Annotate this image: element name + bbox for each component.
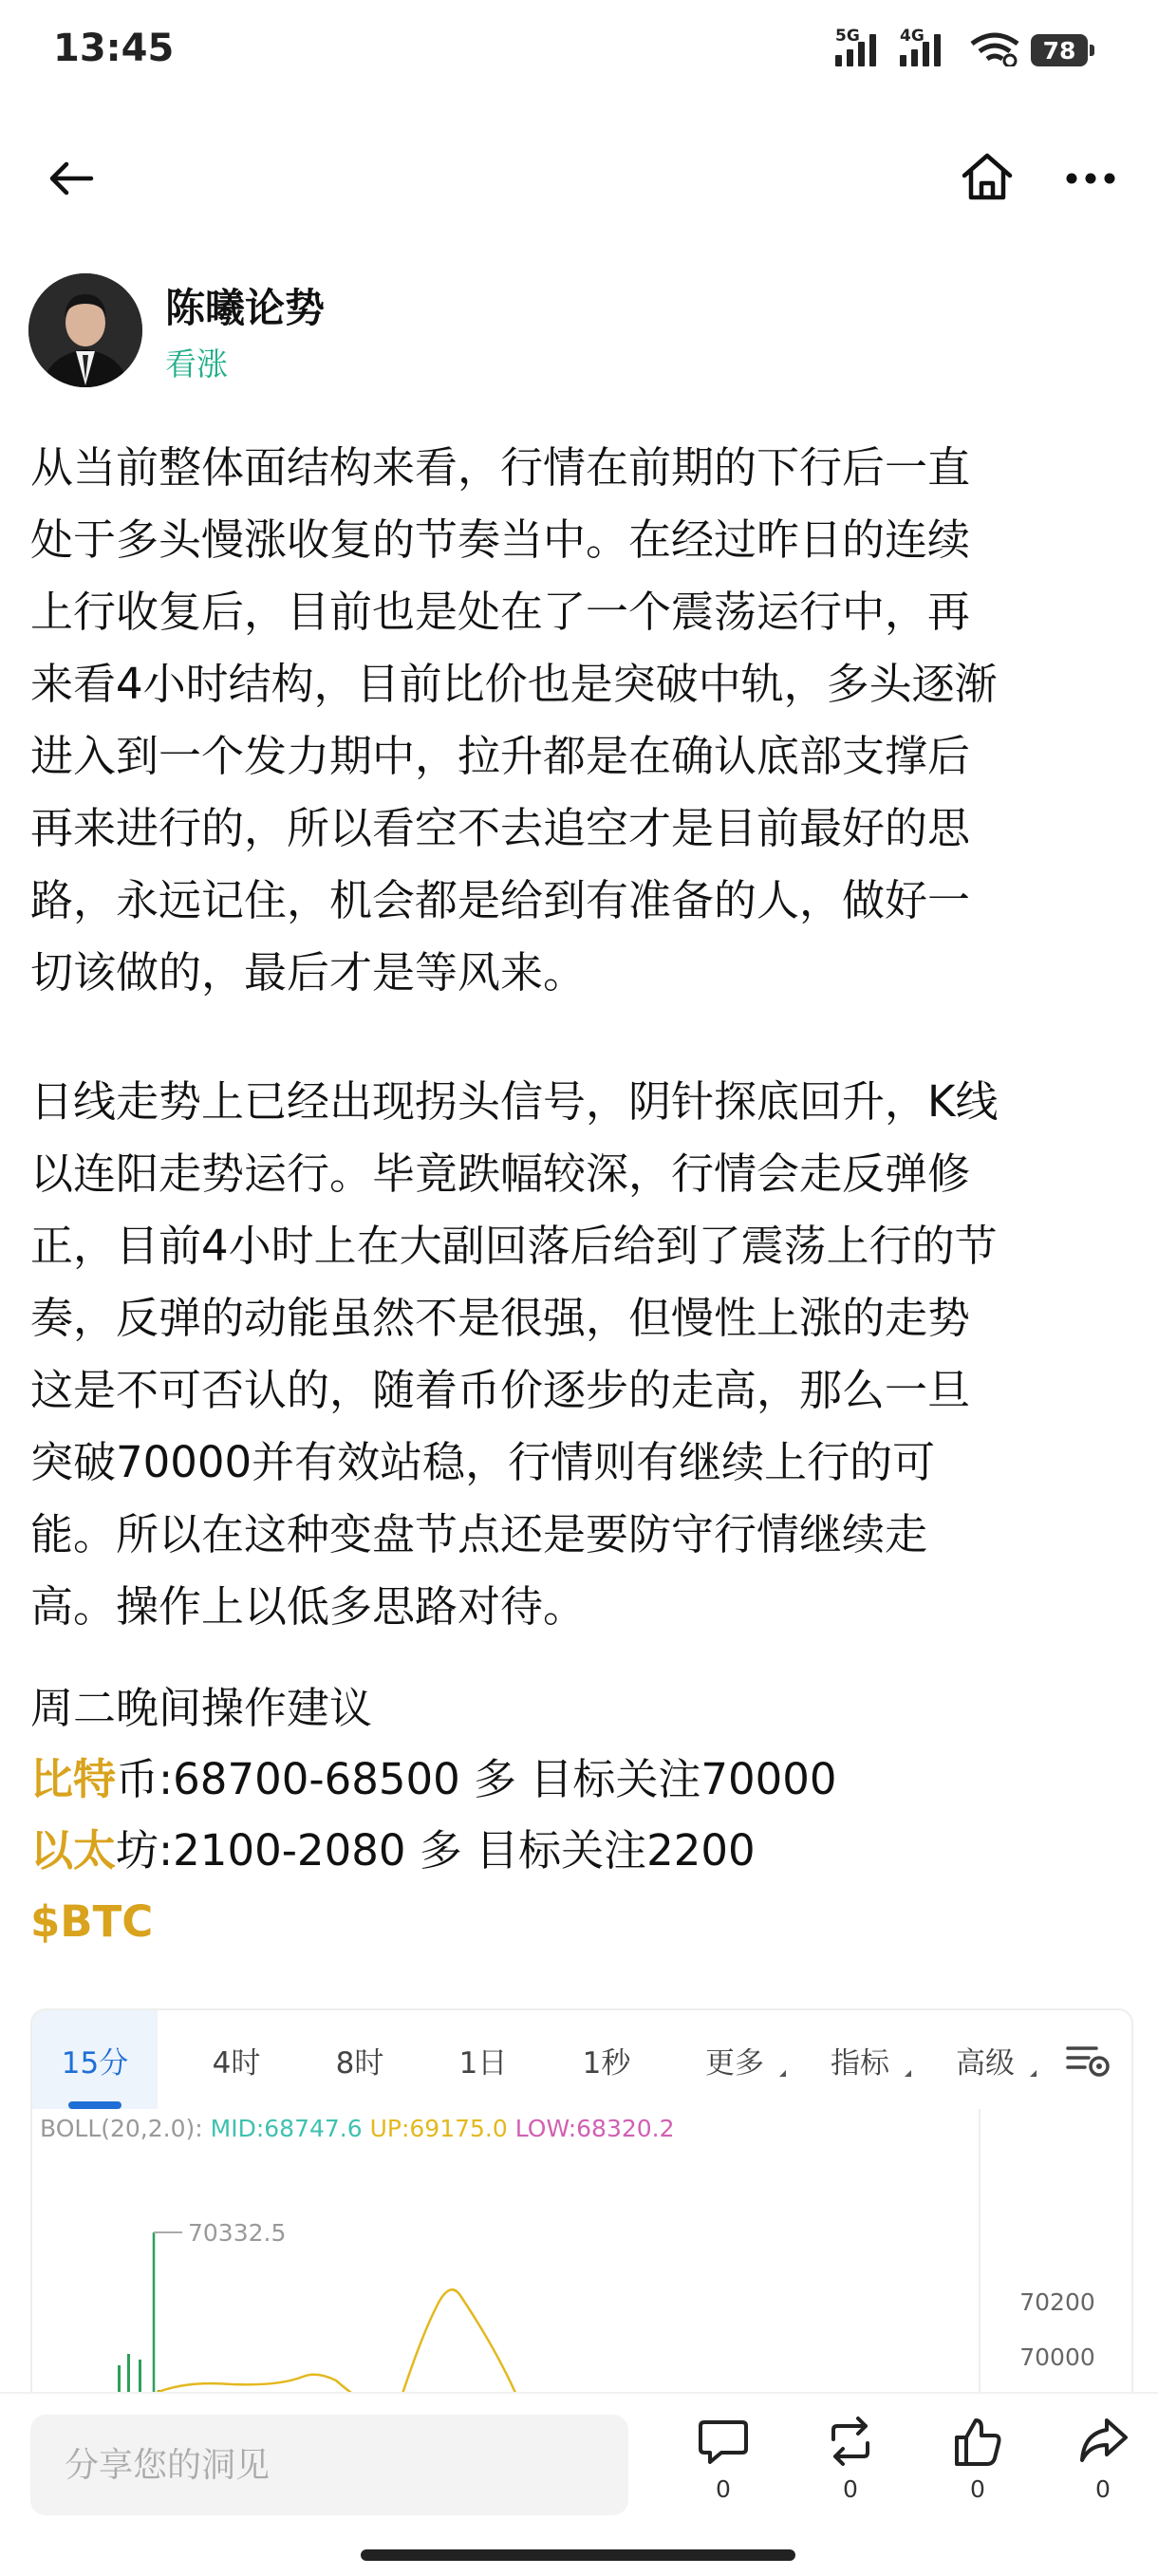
price-axis-label: 70200 [1019,2288,1095,2316]
high-marker-label: 70332.5 [188,2219,287,2247]
author-name[interactable]: 陈曦论势 [165,285,326,331]
signal-4g-icon: 4G [900,30,941,66]
paragraph-2: 日线走势上已经出现拐头信号，阴针探底回升，K线 以连阳走势运行。毕竟跌幅较深，行情会走反弹修 正，目前4小时上在大副回落后给到了震荡上行的节 奏，反弹的动能虽然不是很强，但慢性上涨的走势 这是不可否认的，随着币价逐步的走高，那么一旦 突破70000并有效站稳，行情则有继续上行的可 能。所以在这种变盘节点还是要防守行情继续走 高。操作上以低多思路对待。 [30,1076,999,1632]
battery-indicator: 78 [1031,34,1088,66]
tab-4h[interactable]: 4时 [212,2045,261,2081]
trade-suggestion [30,1672,836,1957]
bottom-action-bar [0,2392,1158,2576]
like-icon [951,2415,1004,2468]
tab-1s[interactable]: 1秒 [582,2045,631,2081]
repost-icon [824,2415,877,2468]
home-icon[interactable] [954,146,1020,207]
avatar[interactable] [28,273,142,387]
tab-15m[interactable]: 15分 [32,2010,158,2109]
tab-8h[interactable]: 8时 [335,2045,384,2081]
chart-settings-icon[interactable] [1050,2010,1126,2109]
back-arrow-icon[interactable] [38,150,104,207]
btc-suggestion: 比特币:68700-68500 多 目标关注70000 [30,1754,837,1804]
tab-indicators[interactable]: 指标 [803,2010,917,2109]
eth-link[interactable]: 以太 [30,1825,117,1876]
share-icon [1076,2415,1130,2468]
dropdown-caret-icon [779,2070,786,2077]
comment-input[interactable] [30,2415,628,2515]
tab-advanced[interactable]: 高级 [928,2010,1042,2109]
btc-ticker-tag[interactable]: $BTC [30,1896,154,1947]
price-axis-label: 70000 [1019,2343,1095,2371]
status-time: 13:45 [53,27,175,70]
dropdown-caret-icon [1030,2070,1037,2077]
wifi-icon [968,32,1021,66]
tab-more[interactable]: 更多 [678,2010,792,2109]
repost-button[interactable]: 0 [812,2415,888,2538]
eth-suggestion: 以太坊:2100-2080 多 目标关注2200 [30,1825,756,1876]
btc-link[interactable]: 比特 [30,1754,117,1804]
paragraph-1: 从当前整体面结构来看，行情在前期的下行后一直 处于多头慢涨收复的节奏当中。在经过昨日的连续 上行收复后，目前也是处在了一个震荡运行中，再 来看4小时结构，目前比价也是突破中轨，多头逐渐 进入到一个发力期中，拉升都是在确认底部支撑后 再来进行的，所以看空不去追空才是目前最好的思 路，永远记住，机会都是给到有准备的人，做好一 切该做的，最后才是等风来。 [30,442,998,998]
like-button[interactable]: 0 [940,2415,1016,2538]
candlestick-chart[interactable] [32,2109,1131,2409]
sentiment-tag: 看涨 [165,345,228,383]
author-header[interactable] [28,273,326,387]
share-button[interactable]: 0 [1065,2415,1141,2538]
post-body [30,432,1131,1643]
price-chart-card[interactable] [30,2008,1133,2411]
tab-1d[interactable]: 1日 [458,2045,508,2081]
top-nav [0,133,1158,218]
status-bar [0,0,1158,104]
comment-button[interactable]: 0 [685,2415,761,2538]
dropdown-caret-icon [905,2070,911,2077]
more-icon[interactable] [1057,150,1124,207]
suggestion-title: 周二晚间操作建议 [30,1683,373,1733]
signal-5g-icon: 5G [835,30,876,66]
home-indicator[interactable] [361,2549,795,2561]
timeframe-tabs [32,2010,1131,2109]
boll-legend: BOLL(20,2.0): MID:68747.6 UP:69175.0 LOW:68320.2 [40,2115,675,2142]
comment-icon [697,2415,750,2468]
